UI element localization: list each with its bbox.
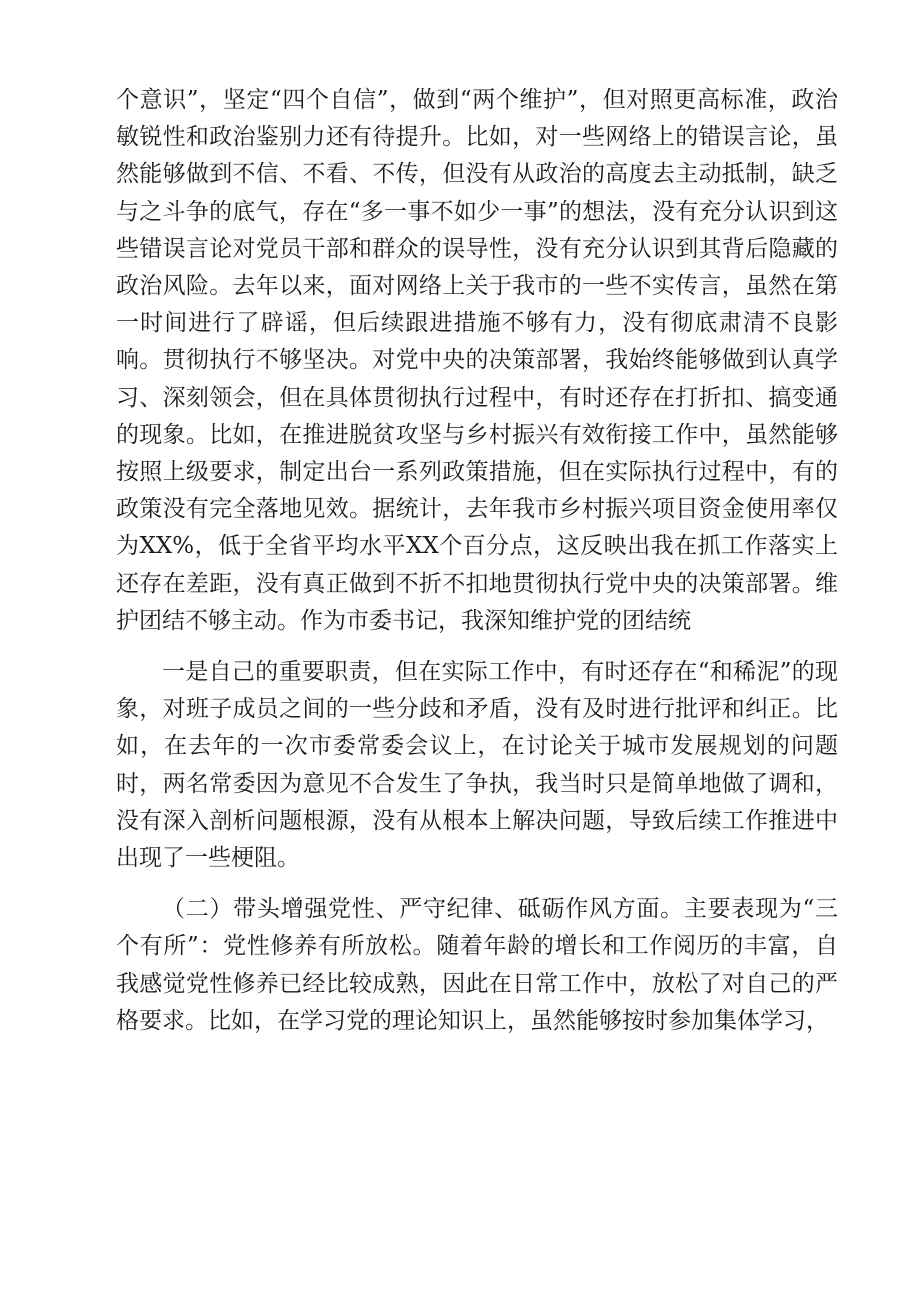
document-page <box>116 82 838 1040</box>
paragraph-unity-responsibility: 一是自己的重要职责，但在实际工作中，有时还存在“和稀泥”的现象，对班子成员之间的一些分歧和矛盾，没有及时进行批评和纠正。比如，在去年的一次市委常委会议上，在讨论关于城市发展规划的问题时，两名常委因为意见不合发生了争执，我当时只是简单地做了调和，没有深入剖析问题根源，没有从根本上解决问题，导致后续工作推进中出现了一些梗阻。 <box>116 659 838 872</box>
paragraph-political-awareness: 个意识”，坚定“四个自信”，做到“两个维护”，但对照更高标准，政治敏锐性和政治鉴别力还有待提升。比如，对一些网络上的错误言论，虽然能够做到不信、不看、不传，但没有从政治的高度去主动抵制，缺乏与之斗争的底气，存在“多一事不如少一事”的想法，没有充分认识到这些错误言论对党员干部和群众的误导性，没有充分认识到其背后隐藏的政治风险。去年以来，面对网络上关于我市的一些不实传言，虽然在第一时间进行了辟谣，但后续跟进措施不够有力，没有彻底肃清不良影响。贯彻执行不够坚决。对党中央的决策部署，我始终能够做到认真学习、深刻领会，但在具体贯彻执行过程中，有时还存在打折扣、搞变通的现象。比如，在推进脱贫攻坚与乡村振兴有效衔接工作中，虽然能够按照上级要求，制定出台一系列政策措施，但在实际执行过程中，有的政策没有完全落地见效。据统计，去年我市乡村振兴项目资金使用率仅为XX%，低于全省平均水平XX个百分点，这反映出我在抓工作落实上还存在差距，没有真正做到不折不扣地贯彻执行党中央的决策部署。维护团结不够主动。作为市委书记，我深知维护党的团结统 <box>116 87 838 634</box>
paragraph-party-spirit: （二）带头增强党性、严守纪律、砥砺作风方面。主要表现为“三个有所”：党性修养有所放松。随着年龄的增长和工作阅历的丰富，自我感觉党性修养已经比较成熟，因此在日常工作中，放松了对自己的严格要求。比如，在学习党的理论知识上，虽然能够按时参加集体学习， <box>116 896 838 1034</box>
